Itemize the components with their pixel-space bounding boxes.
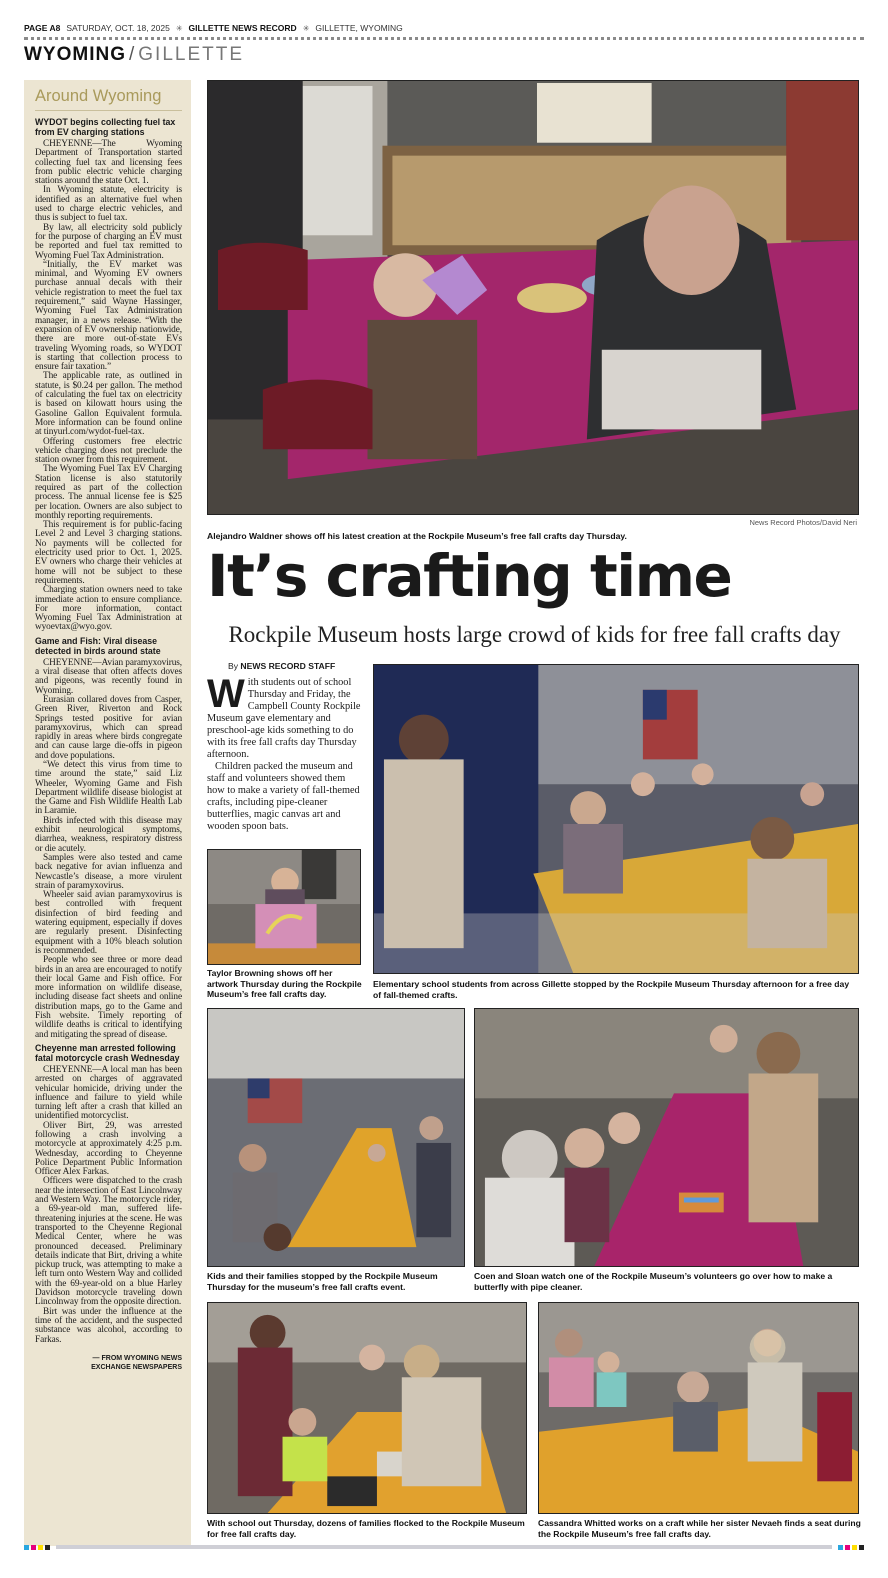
- coen-sloan-photo: [474, 1008, 859, 1267]
- gray-bar: [56, 1545, 832, 1549]
- sidebar-story-paragraph: Birt was under the influence at the time of the accident, and the suspected substance was alcohol, according to Farkas.: [35, 1306, 182, 1345]
- coen-sloan-caption: Coen and Sloan watch one of the Rockpile Museum’s volunteers go over how to make a butterfly with pipe cleaner.: [474, 1271, 833, 1292]
- sidebar-story-paragraph: CHEYENNE—Avian paramyxovirus, a viral disease that often affects doves and pigeons, was recently found in Wyoming.: [35, 657, 182, 696]
- sidebar-story-paragraph: Charging station owners need to take immediate action to ensure compliance. For more information, contact Wyoming Fuel Tax Administration at wyoevtax@wyo.gov.: [35, 585, 182, 633]
- newspaper-name: GILLETTE NEWS RECORD: [188, 23, 297, 33]
- sidebar-story-paragraph: In Wyoming statute, electricity is identified as an alternative fuel when used to charge electric vehicles, and thus is subject to fuel tax.: [35, 185, 182, 224]
- sidebar-story-paragraph: Oliver Birt, 29, was arrested following a crash involving a motorcycle at approximately 4:25 p.m. Wednesday, according to Cheyenne Police Department Public Information Officer Alex Farkas.: [35, 1120, 182, 1178]
- sidebar-story-paragraph: Wheeler said avian paramyxovirus is best controlled with frequent disinfection of bird feeding and watering equipment, especially if doves are regularly present. Disinfecting equipment with a 10% bleach solution is recommended.: [35, 890, 182, 956]
- sidebar-story-paragraph: “Initially, the EV market was minimal, and Wyoming EV owners purchase annual decals with their vehicle registration to meet the fuel tax requirement,” said Wayne Hassinger, Wyoming Fuel Tax Administration manager, in a news release. “With the expansion of EV ownership nationwide, there are more out-of-state EVs traveling Wyoming roads, so WYDOT is starting that collection process to ensure fair taxation.”: [35, 259, 182, 373]
- lead-photo-caption: Alejandro Waldner shows off his latest creation at the Rockpile Museum’s free fall crafts day Thursday.: [207, 531, 627, 541]
- folio-separator-icon: ✳: [302, 23, 310, 33]
- color-swatch: [24, 1545, 29, 1550]
- sidebar-story-paragraph: CHEYENNE—A local man has been arrested on charges of aggravated vehicular homicide, driving under the influence and failure to yield while turning left after a crash that killed an unidentified motorcyclist.: [35, 1064, 182, 1122]
- sidebar-story-headline: WYDOT begins collecting fuel tax from EV charging stations: [35, 117, 176, 137]
- bottom-color-bar: [24, 1544, 864, 1550]
- sidebar-story-paragraph: By law, all electricity sold publicly for the purpose of charging an EV must be reported and fuel tax remitted to Wyoming Fuel Tax Administration.: [35, 222, 182, 261]
- sidebar-story-paragraph: People who see three or more dead birds in an area are encouraged to notify their local Game and Fish office. For more information on wildlife disease, including disease fact sheets and online distribution maps, go to the Game and Fish website. Timely reporting of wildlife deaths is critical to identifying and mitigating the spread of disease.: [35, 955, 182, 1040]
- school-out-caption: With school out Thursday, dozens of families flocked to the Rockpile Museum for free fall crafts day.: [207, 1518, 525, 1539]
- sidebar-story-paragraph: The applicable rate, as outlined in statute, is $0.24 per gallon. The method of calculating the fuel tax on electricity is based on kilowatt hours using the Gasoline Gallon Equivalent formula. More information can be found online at tinyurl.com/wydot-fuel-tax.: [35, 371, 182, 438]
- sidebar-credit-line1: — FROM WYOMING NEWS: [92, 1354, 182, 1362]
- folio-date: SATURDAY, OCT. 18, 2025: [66, 23, 170, 33]
- byline-name: NEWS RECORD STAFF: [240, 661, 336, 671]
- folio-location: GILLETTE, WYOMING: [315, 23, 403, 33]
- color-swatch: [859, 1545, 864, 1550]
- section-state: WYOMING: [24, 44, 126, 65]
- school-out-photo: [207, 1302, 527, 1514]
- cassandra-caption: Cassandra Whitted works on a craft while her sister Nevaeh finds a seat during the Rockpile Museum’s free fall crafts day.: [538, 1518, 861, 1539]
- photo-credit: News Record Photos/David Neri: [749, 518, 857, 527]
- color-swatch: [31, 1545, 36, 1550]
- color-swatch: [845, 1545, 850, 1550]
- sidebar-story-paragraph: Offering customers free electric vehicle charging does not preclude the station owner from this requirement.: [35, 436, 182, 466]
- sidebar-story-paragraph: Eurasian collared doves from Casper, Green River, Riverton and Rock Springs tested positive for avian paramyxovirus, which can spread rapidly in areas where birds congregate and can cause large die-offs in pigeon and dove populations.: [35, 694, 182, 761]
- sidebar-story-paragraph: This requirement is for public-facing Level 2 and Level 3 charging stations. No payments will be collected for electricity used prior to Oct. 1, 2025. EV owners who charge their vehicles at home will not be subject to these requirements.: [35, 520, 182, 586]
- story-paragraph: Children packed the museum and staff and volunteers showed them how to make a variety of fall-themed crafts, including pipe-cleaner butterflies, magic canvas art and wooden spoon bats.: [207, 761, 360, 832]
- around-wyoming-sidebar: [24, 80, 191, 1546]
- dotted-rule: [24, 37, 864, 41]
- headline: It’s crafting time: [207, 542, 732, 610]
- sidebar-story-paragraph: CHEYENNE—The Wyoming Department of Transportation started collecting fuel tax and licensing fees from public electric vehicle charging stations around the state Oct. 1.: [35, 139, 182, 187]
- taylor-photo: [207, 849, 361, 965]
- section-header: [24, 44, 244, 66]
- story-first-text: ith students out of school Thursday and Friday, the Campbell County Rockpile Museum gave elementary and preschool-age kids something to do with its free fall crafts day Thursday afternoon.: [207, 677, 361, 760]
- families-photo: [207, 1008, 465, 1267]
- sidebar-story-paragraph: “We detect this virus from time to time around the state,” said Liz Wheeler, Wyoming Game and Fish Department wildlife disease biologist at the Game and Fish Wildlife Health Lab in Laramie.: [35, 760, 182, 817]
- families-caption: Kids and their families stopped by the Rockpile Museum Thursday for the museum’s free fall crafts event.: [207, 1271, 438, 1292]
- folio-separator-icon: ✳: [175, 23, 183, 33]
- folio-line: [24, 21, 864, 35]
- sidebar-credit: [35, 1354, 182, 1372]
- sidebar-credit-line2: EXCHANGE NEWSPAPERS: [91, 1363, 182, 1371]
- taylor-caption: Taylor Browning shows off her artwork Thursday during the Rockpile Museum’s free fall crafts day.: [207, 968, 362, 999]
- sidebar-story-paragraph: The Wyoming Fuel Tax EV Charging Station license is also statutorily required as part of the collection process. The annual license fee is $25 per location. Owners are also subject to monthly reporting requirements.: [35, 464, 182, 521]
- byline-by: By: [228, 661, 239, 671]
- deck-headline: Rockpile Museum hosts large crowd of kids for free fall crafts day: [228, 622, 841, 647]
- section-city: GILLETTE: [138, 44, 245, 65]
- dropcap: W: [207, 672, 245, 716]
- sidebar-title: Around Wyoming: [35, 86, 182, 111]
- elementary-photo: [373, 664, 859, 974]
- color-swatch: [45, 1545, 50, 1550]
- sidebar-story-headline: Cheyenne man arrested following fatal motorcycle crash Wednesday: [35, 1042, 180, 1063]
- sidebar-stories: [35, 117, 182, 1345]
- lead-photo: [207, 80, 859, 515]
- sidebar-story-paragraph: Birds infected with this disease may exhibit neurological symptoms, diarrhea, weakness, respiratory distress or die acutely.: [35, 815, 182, 854]
- byline: [228, 661, 335, 671]
- sidebar-story-headline: Game and Fish: Viral disease detected in birds around state: [35, 635, 161, 656]
- color-swatch: [38, 1545, 43, 1550]
- color-swatch: [838, 1545, 843, 1550]
- sidebar-story-paragraph: Officers were dispatched to the crash near the intersection of East Lincolnway and Western Way. The motorcycle rider, a 69-year-old man, suffered life-threatening injuries at the scene. He was transported to the Cheyenne Regional Medical Center, where he was pronounced deceased. Preliminary details indicate that Birt, driving a white pickup truck, was attempting to make a left turn onto Western Way and collided with the 69-year-old on a blue Harley Davidson motorcycle traveling down Lincolnway from the opposite direction.: [35, 1176, 182, 1308]
- page-number: PAGE A8: [24, 23, 61, 33]
- sidebar-story-paragraph: Samples were also tested and came back negative for avian influenza and Newcastle’s disease, a more virulent strain of paramyxovirus.: [35, 852, 182, 891]
- story-body: [207, 672, 362, 833]
- story-paragraph: [207, 672, 362, 761]
- cassandra-photo: [538, 1302, 859, 1514]
- color-swatch: [852, 1545, 857, 1550]
- elementary-caption: Elementary school students from across Gillette stopped by the Rockpile Museum Thursday afternoon for a free day of fall-themed crafts.: [373, 979, 850, 1000]
- section-slash: /: [129, 44, 136, 65]
